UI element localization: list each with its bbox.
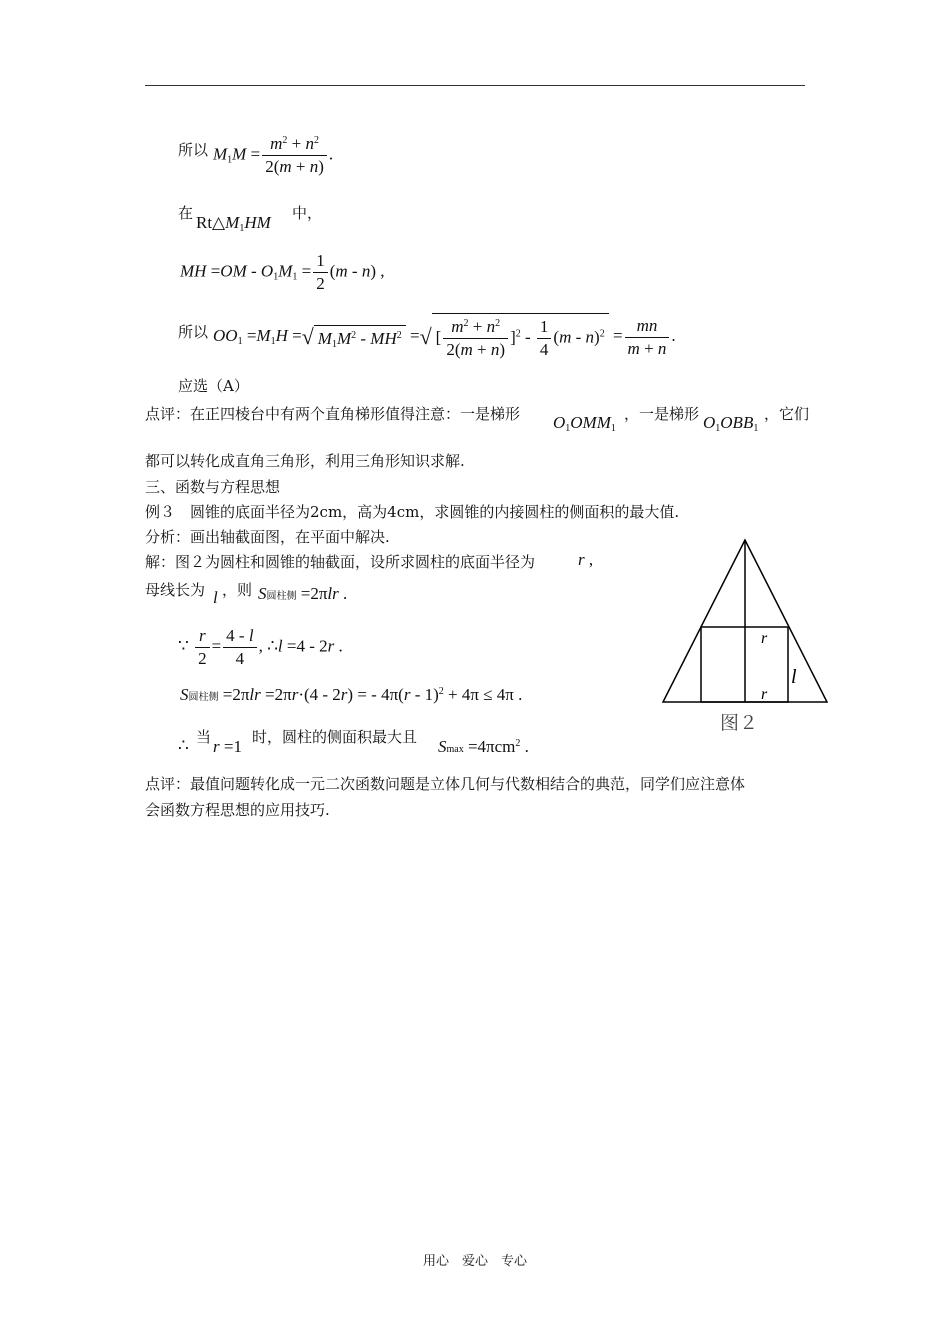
formula-o1obb1: $O_1OBB_1$ bbox=[703, 413, 759, 434]
text-suoyi-2: 所以 bbox=[178, 323, 209, 341]
formula-r-eq-1: r =1 bbox=[213, 737, 242, 756]
formula-l-var: l bbox=[213, 588, 218, 607]
label-r-top: r bbox=[761, 630, 768, 647]
text-muxian: 母线长为 bbox=[145, 581, 206, 599]
text-dianping-2a: 点评：最值问题转化成一元二次函数问题是立体几何与代数相结合的典范，同学们应注意体 bbox=[145, 775, 746, 793]
figure-caption: 图２ bbox=[720, 712, 759, 734]
text-ze: ，则 bbox=[222, 581, 253, 599]
formula-r-var: r , bbox=[578, 550, 594, 569]
figure-cone-cylinder bbox=[650, 535, 840, 740]
formula-o1omm1: $O_1OMM_1$ bbox=[553, 413, 616, 434]
text-dianping-1d: 都可以转化成直角三角形，利用三角形知识求解. bbox=[145, 452, 465, 470]
header-rule bbox=[145, 85, 805, 86]
formula-mh: MH $=OM - O_1M_1$ = $\frac{1}{2}$ (m - n) , bbox=[180, 251, 385, 293]
text-dianping-2b: 会函数方程思想的应用技巧. bbox=[145, 801, 330, 819]
text-dang: 当 bbox=[196, 728, 212, 746]
formula-s-max: Smax =4πcm$^2$ . bbox=[438, 737, 529, 756]
label-r-bottom: r bbox=[761, 686, 768, 703]
text-zhong: 中， bbox=[292, 204, 323, 222]
text-suoyi-1: 所以 bbox=[178, 141, 209, 159]
text-shi: 时，圆柱的侧面积最大且 bbox=[252, 728, 418, 746]
formula-rt-triangle: $Rt\triangle M_1HM$ bbox=[196, 213, 271, 234]
formula-oo1: $OO_1 =M_1H$ =√ $M_1M^2 - MH^2$ =√ [ $\frac{m^2 + n^2}{2(m + n)}$ ]$^2$ - $\frac{1}{4}$ (m - n)$^2$ = $\frac{mn}{m + n}$ . bbox=[213, 313, 676, 361]
text-zai: 在 bbox=[178, 204, 194, 222]
formula-s-side: S圆柱侧 =2πlr . bbox=[258, 584, 348, 603]
text-fenxi: 分析：画出轴截面图，在平面中解决. bbox=[145, 528, 390, 546]
text-yingxuan: 应选（A） bbox=[178, 377, 249, 395]
text-dianping-1a: 点评：在正四棱台中有两个直角梯形值得注意：一是梯形 bbox=[145, 405, 521, 423]
formula-ratio: ∵ $\frac{r}{2}$ = $\frac{4 - l}{4}$ , ∴l =4 - 2r . bbox=[178, 626, 343, 668]
text-dianping-1b: ，一是梯形 bbox=[624, 405, 700, 423]
formula-therefore: ∴ bbox=[178, 736, 189, 755]
page-footer: 用心 爱心 专心 bbox=[422, 1254, 527, 1269]
label-l: l bbox=[791, 666, 797, 688]
formula-s-expansion: S圆柱侧 =2πlr =2πr·(4 - 2r) = - 4π(r - 1)$^2$ + 4π ≤ 4π . bbox=[180, 685, 523, 704]
text-dianping-1c: ，它们 bbox=[764, 405, 810, 423]
text-example-3: 例３ 圆锥的底面半径为2cm，高为4cm，求圆锥的内接圆柱的侧面积的最大值. bbox=[145, 503, 680, 521]
section-heading-3: 三、函数与方程思想 bbox=[145, 478, 281, 496]
formula-m1m: $M_1M$ = $\frac{m^2 + n^2}{2(m + n)}$ . bbox=[213, 134, 334, 176]
text-jie: 解：图２为圆柱和圆锥的轴截面，设所求圆柱的底面半径为 bbox=[145, 553, 536, 571]
